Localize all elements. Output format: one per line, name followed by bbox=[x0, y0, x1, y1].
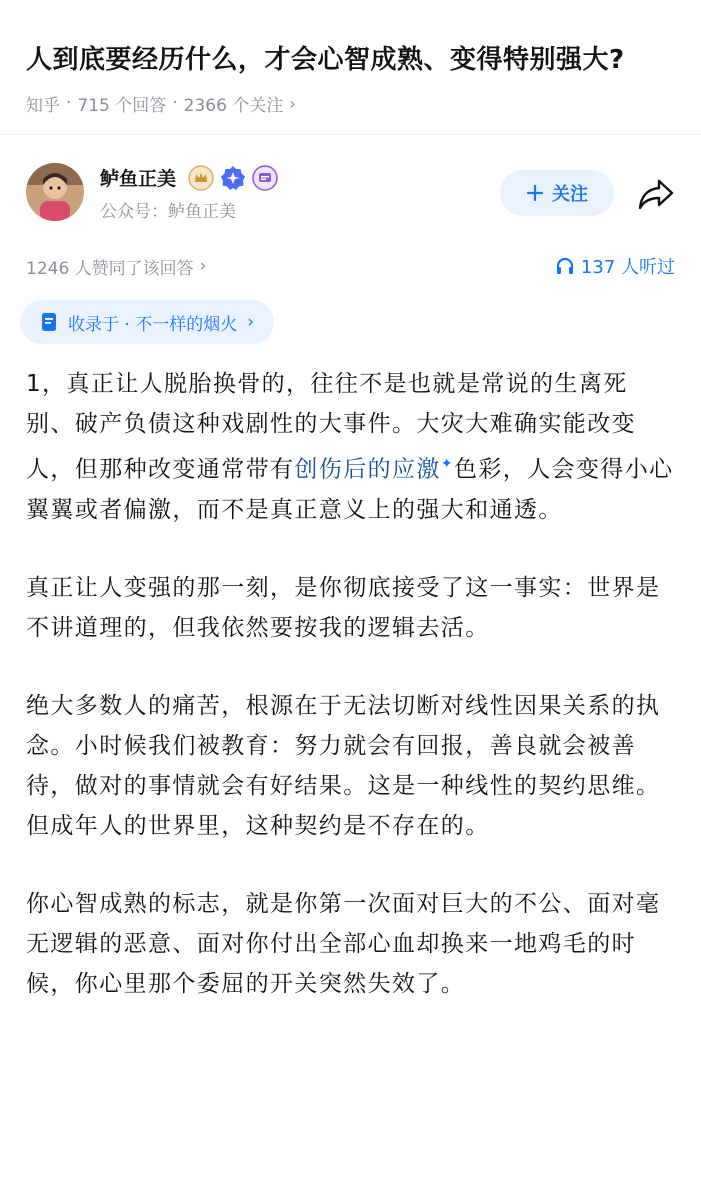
paragraph bbox=[26, 364, 675, 530]
meta-separator: · bbox=[172, 93, 178, 113]
bookmark-icon bbox=[40, 312, 58, 332]
keyword-link[interactable]: 创伤后的应激 bbox=[294, 456, 441, 483]
paragraph: 绝大多数人的痛苦，根源在于无法切断对线性因果关系的执念。小时候我们被教育：努力就会有回报，善良就会被善待，做对的事情就会有好结果。这是一种线性的契约思维。但成年人的世界里，这种契约是不存在的。 bbox=[26, 692, 661, 839]
follower-count: 2366 个关注 bbox=[183, 95, 284, 116]
answer-content bbox=[0, 344, 701, 1004]
verified-badge-icon[interactable] bbox=[220, 165, 246, 191]
follow-button-label: 关注 bbox=[552, 184, 588, 204]
headphones-icon bbox=[555, 256, 575, 276]
share-icon bbox=[637, 177, 675, 211]
chevron-right-icon: › bbox=[247, 312, 255, 332]
share-button[interactable] bbox=[636, 174, 676, 214]
question-title[interactable]: 人到底要经历什么，才会心智成熟、变得特别强大? bbox=[26, 45, 625, 75]
paragraph-text: 色彩，人会变得小心翼翼或者偏激，而不是真正意义上的强大和通透。 bbox=[26, 456, 674, 523]
paragraph-text: 1，真正让人脱胎换骨的，往往不是也就是常说的生离死别、破产负债这种戏剧性的大事件。大灾大难确实能改变人，但那种改变通常带有 bbox=[26, 371, 636, 483]
section-divider bbox=[0, 134, 701, 144]
crown-badge-icon[interactable] bbox=[188, 165, 214, 191]
paragraph: 你心智成熟的标志，就是你第一次面对巨大的不公、面对毫无逻辑的恶意、面对你付出全部心血却换来一地鸡毛的时候，你心里那个委屈的开关突然失效了。 bbox=[26, 890, 661, 997]
source-label: 知乎 bbox=[26, 95, 60, 116]
paragraph: 真正让人变强的那一刻，是你彻底接受了这一事实：世界是不讲道理的，但我依然要按我的逻辑去活。 bbox=[26, 574, 661, 641]
collection-label: 收录于 · 不一样的烟火 bbox=[68, 314, 238, 335]
vote-summary[interactable] bbox=[26, 254, 206, 279]
author-subtitle: 公众号：鲈鱼正美 bbox=[100, 201, 236, 222]
collection-tag[interactable] bbox=[20, 300, 274, 344]
answer-count: 715 个回答 bbox=[77, 95, 167, 116]
question-meta[interactable] bbox=[26, 90, 675, 116]
listen-button[interactable] bbox=[555, 253, 675, 279]
answer-stats-row bbox=[0, 244, 701, 288]
chevron-right-icon: › bbox=[289, 93, 296, 113]
question-header bbox=[0, 0, 701, 116]
author-row bbox=[0, 144, 701, 240]
meta-separator: · bbox=[66, 93, 72, 113]
author-name[interactable]: 鲈鱼正美 bbox=[100, 168, 177, 190]
membership-badge-icon[interactable] bbox=[252, 165, 278, 191]
sparkle-icon: ✦ bbox=[440, 456, 454, 472]
plus-icon bbox=[526, 184, 544, 202]
avatar[interactable] bbox=[26, 163, 84, 221]
vote-count: 1246 人赞同了该回答 bbox=[26, 258, 194, 279]
follow-button[interactable] bbox=[500, 170, 614, 216]
chevron-right-icon: › bbox=[199, 256, 207, 276]
listen-count: 137 人听过 bbox=[580, 257, 675, 278]
